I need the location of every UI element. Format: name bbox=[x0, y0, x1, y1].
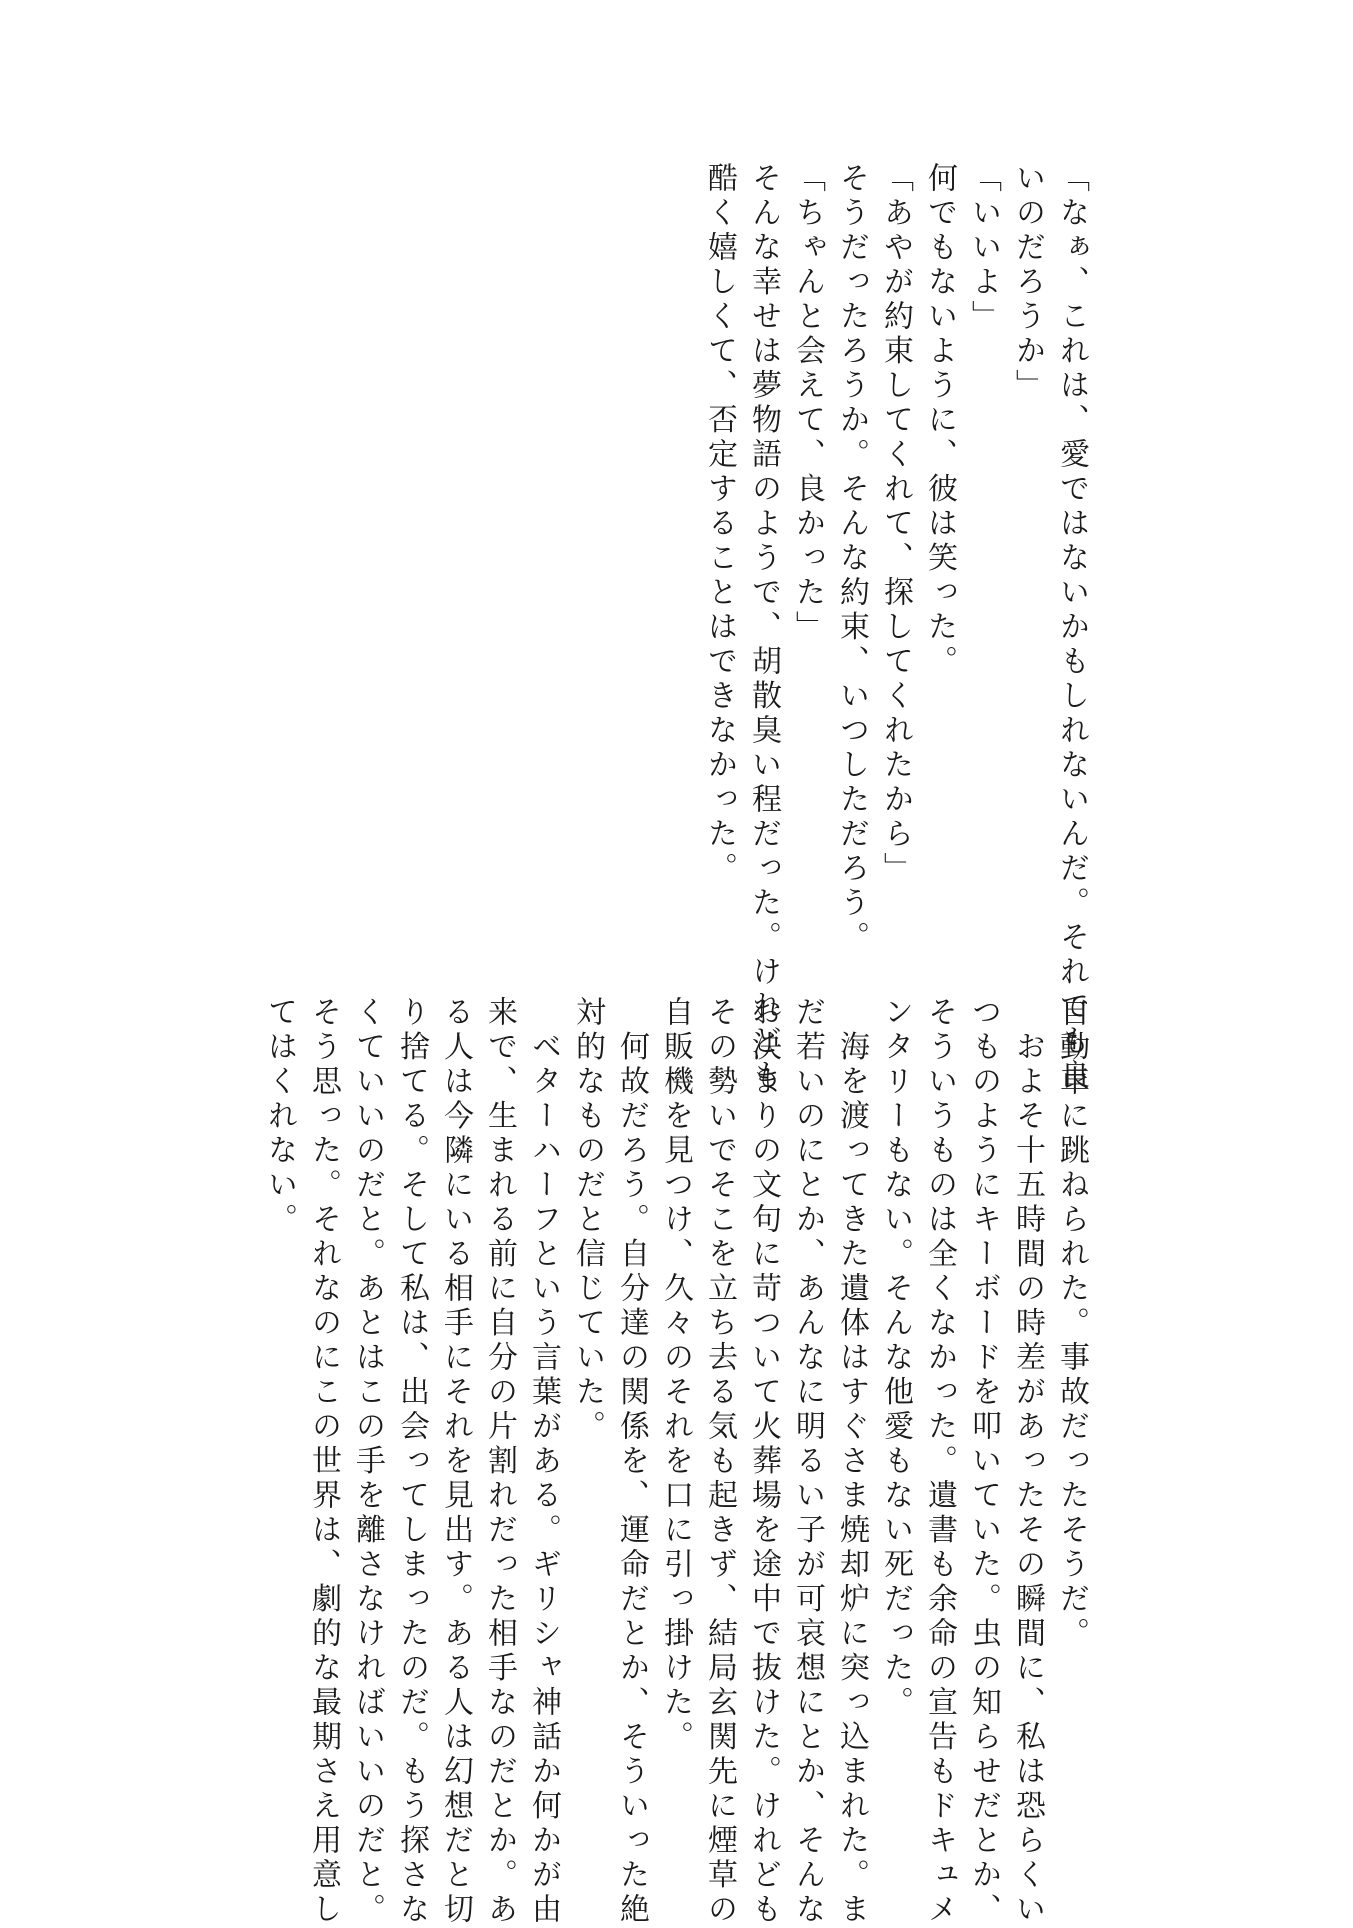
text-line: 酷く嬉しくて、否定することはできなかった。 bbox=[702, 162, 737, 887]
upper-text-block bbox=[697, 162, 1093, 1094]
text-line: およそ十五時間の時差があったその瞬間に、私は恐らくい bbox=[1010, 996, 1045, 1928]
text-line: 「なぁ、これは、愛ではないかもしれないんだ。それでも良 bbox=[1054, 162, 1089, 1094]
text-line: ベターハーフという言葉がある。ギリシャ神話か何かが由 bbox=[526, 996, 561, 1928]
text-line: いのだろうか」 bbox=[1010, 162, 1045, 404]
text-line: つものようにキーボードを叩いていた。虫の知らせだとか、 bbox=[966, 996, 1001, 1928]
text-line: り捨てる。そして私は、出会ってしまったのだ。もう探さな bbox=[394, 996, 429, 1928]
text-line: てはくれない。 bbox=[262, 996, 297, 1238]
text-line: お決まりの文句に苛ついて火葬場を途中で抜けた。けれども bbox=[746, 996, 781, 1928]
text-line: くていいのだと。あとはこの手を離さなければいいのだと。 bbox=[350, 996, 385, 1928]
text-line: 何故だろう。自分達の関係を、運命だとか、そういった絶 bbox=[614, 996, 649, 1928]
text-line: 来で、生まれる前に自分の片割れだった相手なのだとか。あ bbox=[482, 996, 517, 1928]
text-line: そう思った。それなのにこの世界は、劇的な最期さえ用意し bbox=[306, 996, 341, 1928]
text-line: 「あやが約束してくれて、探してくれたから」 bbox=[878, 162, 913, 887]
text-line: そんな幸せは夢物語のようで、胡散臭い程だった。けれども bbox=[746, 162, 781, 1094]
text-line: そうだったろうか。そんな約束、いつしただろう。 bbox=[834, 162, 869, 956]
text-line: だ若いのにとか、あんなに明るい子が可哀想にとか、そんな bbox=[790, 996, 825, 1928]
text-line: そういうものは全くなかった。遺書も余命の宣告もドキュメ bbox=[922, 996, 957, 1928]
text-line: る人は今隣にいる相手にそれを見出す。ある人は幻想だと切 bbox=[438, 996, 473, 1928]
text-line: 海を渡ってきた遺体はすぐさま焼却炉に突っ込まれた。ま bbox=[834, 996, 869, 1928]
lower-text-block bbox=[257, 996, 1093, 1928]
text-line: 対的なものだと信じていた。 bbox=[570, 996, 605, 1445]
text-line: その勢いでそこを立ち去る気も起きず、結局玄関先に煙草の bbox=[702, 996, 737, 1928]
text-line: 自販機を見つけ、久々のそれを口に引っ掛けた。 bbox=[658, 996, 693, 1755]
text-line: 「いいよ」 bbox=[966, 162, 1001, 335]
text-line: 何でもないように、彼は笑った。 bbox=[922, 162, 957, 680]
text-line: 自動車に跳ねられた。事故だったそうだ。 bbox=[1054, 996, 1089, 1652]
text-line: ンタリーもない。そんな他愛もない死だった。 bbox=[878, 996, 913, 1721]
text-line: 「ちゃんと会えて、良かった」 bbox=[790, 162, 825, 645]
